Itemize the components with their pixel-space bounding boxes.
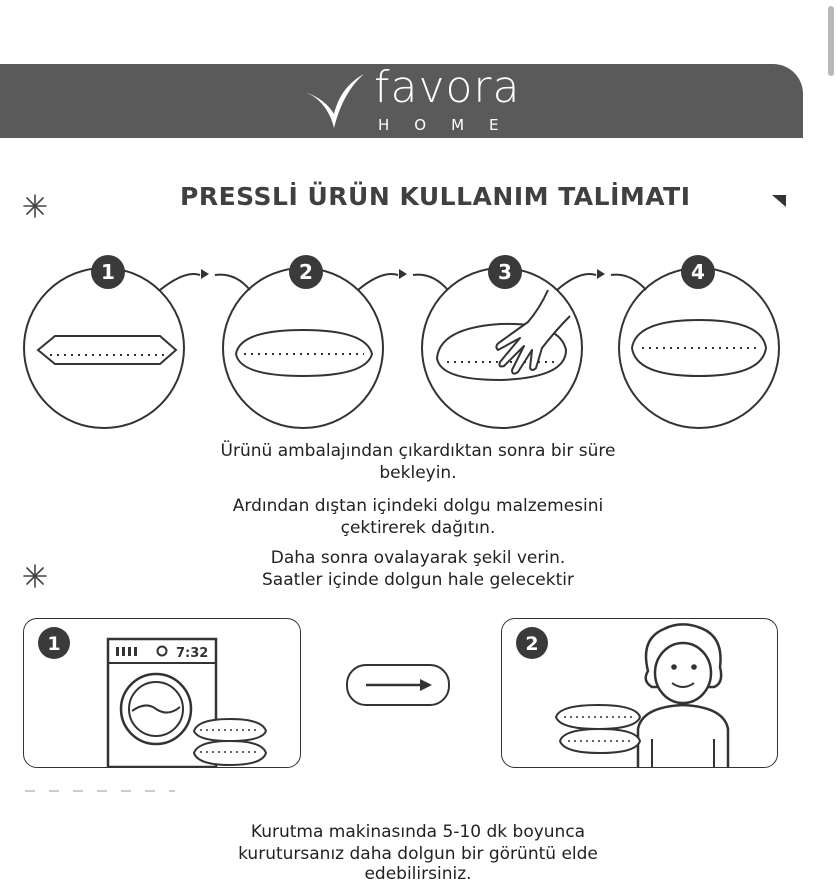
asterisk-icon: [22, 563, 48, 589]
leaf-logo-icon: [300, 70, 366, 132]
steps-illustration: [0, 250, 836, 440]
arrow-right-icon: [348, 666, 448, 704]
footer-line: Kurutma makinasında 5-10 dk boyunca: [250, 822, 586, 842]
instruction-line: çektirerek dağıtın.: [340, 518, 496, 538]
arrow-icon: [399, 269, 407, 279]
instruction-line: bekleyin.: [379, 463, 457, 483]
brand-sub: HOME: [378, 116, 524, 134]
arrow-icon: [597, 269, 605, 279]
instruction-line: Daha sonra ovalayarak şekil verin.: [270, 548, 566, 568]
person-illustration: [502, 619, 777, 767]
brand-name: favora: [374, 62, 521, 113]
step-number: 2: [299, 260, 313, 284]
instruction-line: Ürünü ambalajından çıkardıktan sonra bir süre: [220, 441, 616, 461]
dryer-step-box: [23, 618, 301, 768]
dryer-illustration: [24, 619, 300, 767]
person-face-icon: [655, 643, 711, 703]
corner-triangle-icon: [772, 195, 786, 207]
step-number: 4: [691, 260, 705, 284]
step-number: 1: [47, 633, 61, 655]
instruction-line: Ardından dıştan içindeki dolgu malzemesini: [232, 496, 604, 516]
step-number: 3: [498, 260, 512, 284]
scrollbar-thumb[interactable]: [828, 6, 834, 76]
footer-line: edebilirsiniz.: [364, 864, 472, 884]
step-number: 1: [101, 260, 115, 284]
step-number: 2: [525, 633, 539, 655]
divider: [25, 790, 175, 792]
dryer-display: 7:32: [176, 646, 209, 661]
result-step-box: [501, 618, 778, 768]
asterisk-icon: [22, 193, 48, 219]
page-title: PRESSLİ ÜRÜN KULLANIM TALİMATI: [180, 182, 691, 211]
instruction-line: Saatler içinde dolgun hale gelecektir: [262, 570, 574, 590]
next-arrow: [346, 664, 450, 706]
arrow-icon: [201, 269, 209, 279]
footer-line: kurutursanız daha dolgun bir görüntü elde: [238, 844, 598, 864]
